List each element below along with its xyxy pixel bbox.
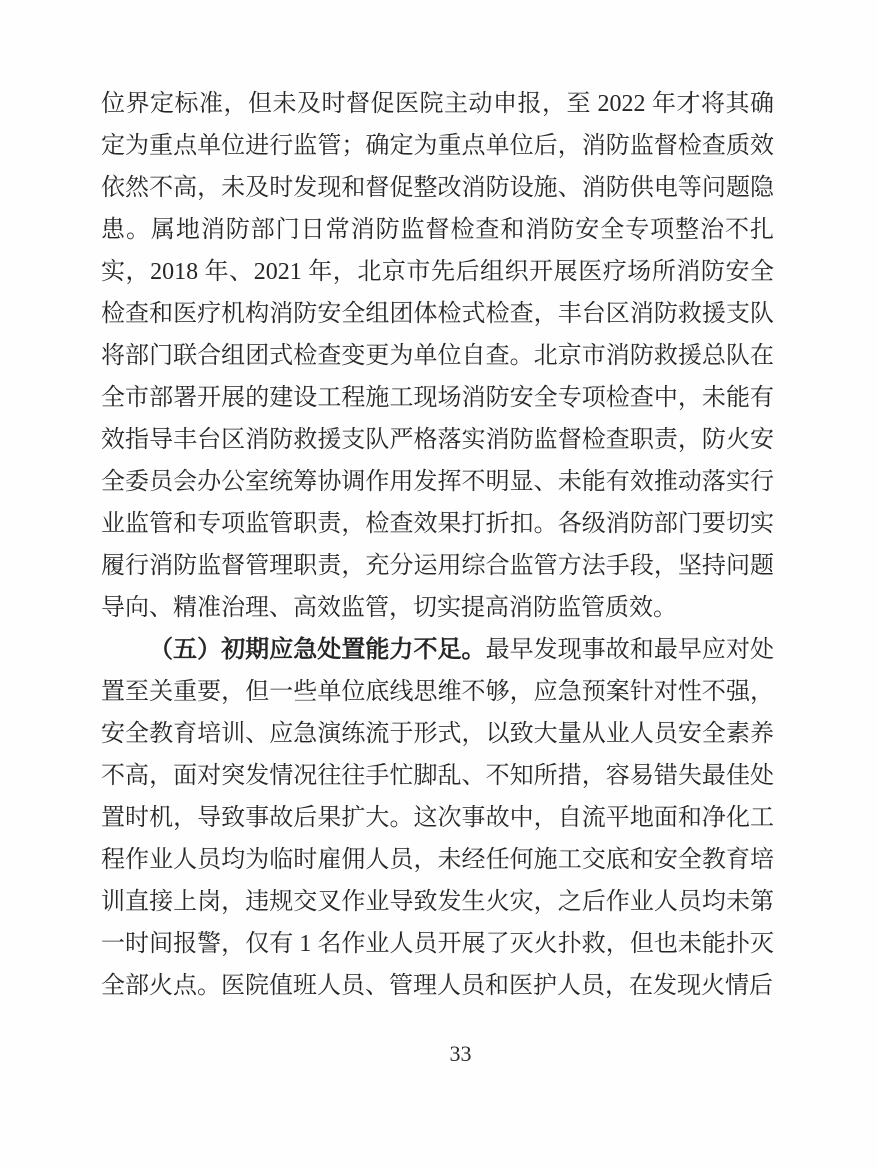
body-paragraph-section-5 bbox=[101, 629, 774, 1007]
section-body-text: 最早发现事故和最早应对处置至关重要，但一些单位底线思维不够，应急预案针对性不强，安全教育培训、应急演练流于形式，以致大量从业人员安全素养不高，面对突发情况往往手忙脚乱、不知所措，容易错失最佳处置时机，导致事故后果扩大。这次事故中，自流平地面和净化工程作业人员均为临时雇佣人员，未经任何施工交底和安全教育培训直接上岗，违规交叉作业导致发生火灾，之后作业人员均未第一时间报警，仅有 1 名作业人员开展了灭火扑救，但也未能扑灭全部火点。医院值班人员、管理人员和医护人员，在发现火情后 bbox=[101, 637, 775, 999]
section-heading: （五）初期应急处置能力不足。 bbox=[149, 637, 486, 663]
body-paragraph-continuation: 位界定标准，但未及时督促医院主动申报，至 2022 年才将其确定为重点单位进行监管；确定为重点单位后，消防监督检查质效依然不高，未及时发现和督促整改消防设施、消防供电等问题隐患。属地消防部门日常消防监督检查和消防安全专项整治不扎实，2018 年、2021 年，北京市先后组织开展医疗场所消防安全检查和医疗机构消防安全组团体检式检查，丰台区消防救援支队将部门联合组团式检查变更为单位自查。北京市消防救援总队在全市部署开展的建设工程施工现场消防安全专项检查中，未能有效指导丰台区消防救援支队严格落实消防监督检查职责，防火安全委员会办公室统筹协调作用发挥不明显、未能有效推动落实行业监管和专项监管职责，检查效果打折扣。各级消防部门要切实履行消防监督管理职责，充分运用综合监管方法手段，坚持问题导向、精准治理、高效监管，切实提高消防监管质效。 bbox=[101, 91, 774, 621]
page-body-text bbox=[101, 83, 774, 1007]
page-number: 33 bbox=[449, 1041, 472, 1066]
